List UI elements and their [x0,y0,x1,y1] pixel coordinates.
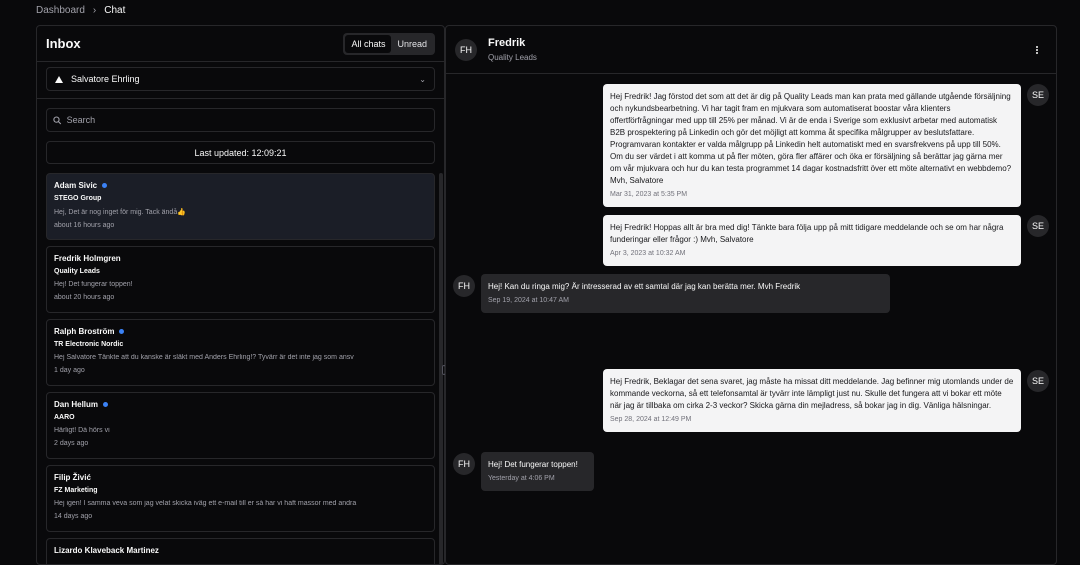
chat-header [446,26,1056,74]
conversation-item[interactable] [46,538,435,565]
conversation-time: about 16 hours ago [54,222,115,229]
conversation-item[interactable] [46,173,435,240]
breadcrumb [36,4,125,16]
account-select-value: Salvatore Ehrling [71,74,140,84]
inbox-header [37,26,444,62]
contact-company: Quality Leads [488,53,537,62]
last-updated-status: Last updated: 12:09:21 [46,141,435,164]
conversation-preview: Hej, Det är nog inget för mig. Tack ändå👍 [54,209,186,216]
contact-avatar: FH [455,39,477,61]
message-timestamp: Yesterday at 4:06 PM [488,475,555,482]
incoming-message [481,452,594,491]
divider [37,98,444,99]
conversation-company: FZ Marketing [54,487,98,494]
contact-name: Fredrik [488,37,526,49]
conversation-preview: Härligt! Då hörs vi [54,427,110,434]
message-text: Hej! Kan du ringa mig? Är intresserad av ett samtal där jag kan berätta mer. Mvh Fredrik [488,282,801,291]
conversation-name: Lizardo Klaveback Martinez [54,546,159,555]
triangle-logo-icon [55,76,63,83]
conversation-time: 2 days ago [54,440,89,447]
account-select[interactable] [46,67,435,91]
breadcrumb-current: Chat [104,4,126,16]
tab-unread[interactable]: Unread [397,38,427,49]
incoming-message [481,274,890,313]
chat-panel [445,25,1057,565]
breadcrumb-dashboard-link[interactable]: Dashboard [36,4,85,16]
message-timestamp: Mar 31, 2023 at 5:35 PM [610,191,688,198]
tab-all-chats[interactable]: All chats [345,35,391,53]
message-text: Hej Fredrik, Beklagar det sena svaret, jag måste ha missat ditt meddelande. Jag befinner mig utomlands under de kommande veckorna, så ett telefonsamtal är tyvärr inte lämpligt just nu. Skulle det fungera att vi bokar ett möte när jag är tillbaka om cirka 2-3 veckor? Skicka gärna din mejladress, så bokar jag in dig. Vänliga hälsningar. [610,377,1014,410]
conversation-item[interactable] [46,246,435,313]
contact-avatar: FH [453,453,475,475]
chevron-right-icon: › [92,4,97,16]
self-avatar: SE [1027,370,1049,392]
conversation-time: 1 day ago [54,367,85,374]
inbox-panel [36,25,445,565]
contact-avatar: FH [453,275,475,297]
conversation-time: about 20 hours ago [54,294,115,301]
conversation-company: TR Electronic Nordic [54,341,124,348]
self-avatar: SE [1027,215,1049,237]
more-options-icon[interactable] [1036,46,1039,54]
conversation-item[interactable] [46,319,435,386]
conversation-preview: Hej igen! I samma veva som jag velat skicka iväg ett e-mail till er så har vi haft massor med andra [54,500,357,507]
self-avatar: SE [1027,84,1049,106]
unread-dot-icon [103,402,108,407]
search-input[interactable] [67,115,428,125]
conversation-name: Adam Sivic [54,181,98,190]
message-timestamp: Sep 19, 2024 at 10:47 AM [488,297,569,304]
conversation-time: 14 days ago [54,513,93,520]
conversation-name: Dan Hellum [54,400,99,409]
message-timestamp: Sep 28, 2024 at 12:49 PM [610,416,692,423]
outgoing-message [603,215,1021,266]
conversation-company: AARO [54,414,75,421]
conversation-name: Ralph Broström [54,327,115,336]
outgoing-message [603,84,1021,207]
conversation-item[interactable] [46,465,435,532]
chevron-down-icon: ⌄ [419,74,426,84]
conversation-list [46,173,435,565]
conversation-company: STEGO Group [54,195,102,202]
outgoing-message [603,369,1021,432]
conversation-name: Filip Živić [54,473,91,482]
search-icon [53,116,62,125]
message-text: Hej Fredrik! Hoppas allt är bra med dig! Tänkte bara följa upp på mitt tidigare meddelande och se om har några funderingar eller frågor :) Mvh, Salvatore [610,223,1004,244]
inbox-title: Inbox [46,36,81,51]
conversation-name: Fredrik Holmgren [54,254,121,263]
conversation-item[interactable] [46,392,435,459]
conversation-preview: Hej! Det fungerar toppen! [54,281,133,288]
inbox-filter-tabs [343,33,435,55]
unread-dot-icon [119,329,124,334]
unread-dot-icon [102,183,107,188]
message-text: Hej! Det fungerar toppen! [488,460,578,469]
conversation-preview: Hej Salvatore Tänkte att du kanske är släkt med Anders Ehrling!? Tyvärr är det inte jag som ansv [54,354,354,361]
conversation-company: Quality Leads [54,268,100,275]
message-text: Hej Fredrik! Jag förstod det som att det är dig på Quality Leads man kan prata med gällande utgående försäljning och nykundsbearbetning. Vi har tagit fram en mjukvara som automatiserat boostar våra klienters offertförfrågningar med upp till 25% per månad. Vi är de enda i Sverige som exklusivt arbetar med automatisk B2B prospektering på Linkedin och gör det möjligt att komma åt specifika målgrupper av beslutsfattare. Programvaran kontakter er valda målgrupp på Linkedin helt automatiskt med en svarsfrekvens på upp till 50%. Om du ser värdet i att komma ut på fler möten, göra fler affärer och öka er försäljning så berättar jag gärna mer om vår mjukvara och hur du kan testa programmet 14 dagar kostnadsfritt över ett möte alternativt en webbdemo? Mvh, Salvatore [610,92,1012,185]
search-box [46,108,435,132]
message-timestamp: Apr 3, 2023 at 10:32 AM [610,250,686,257]
